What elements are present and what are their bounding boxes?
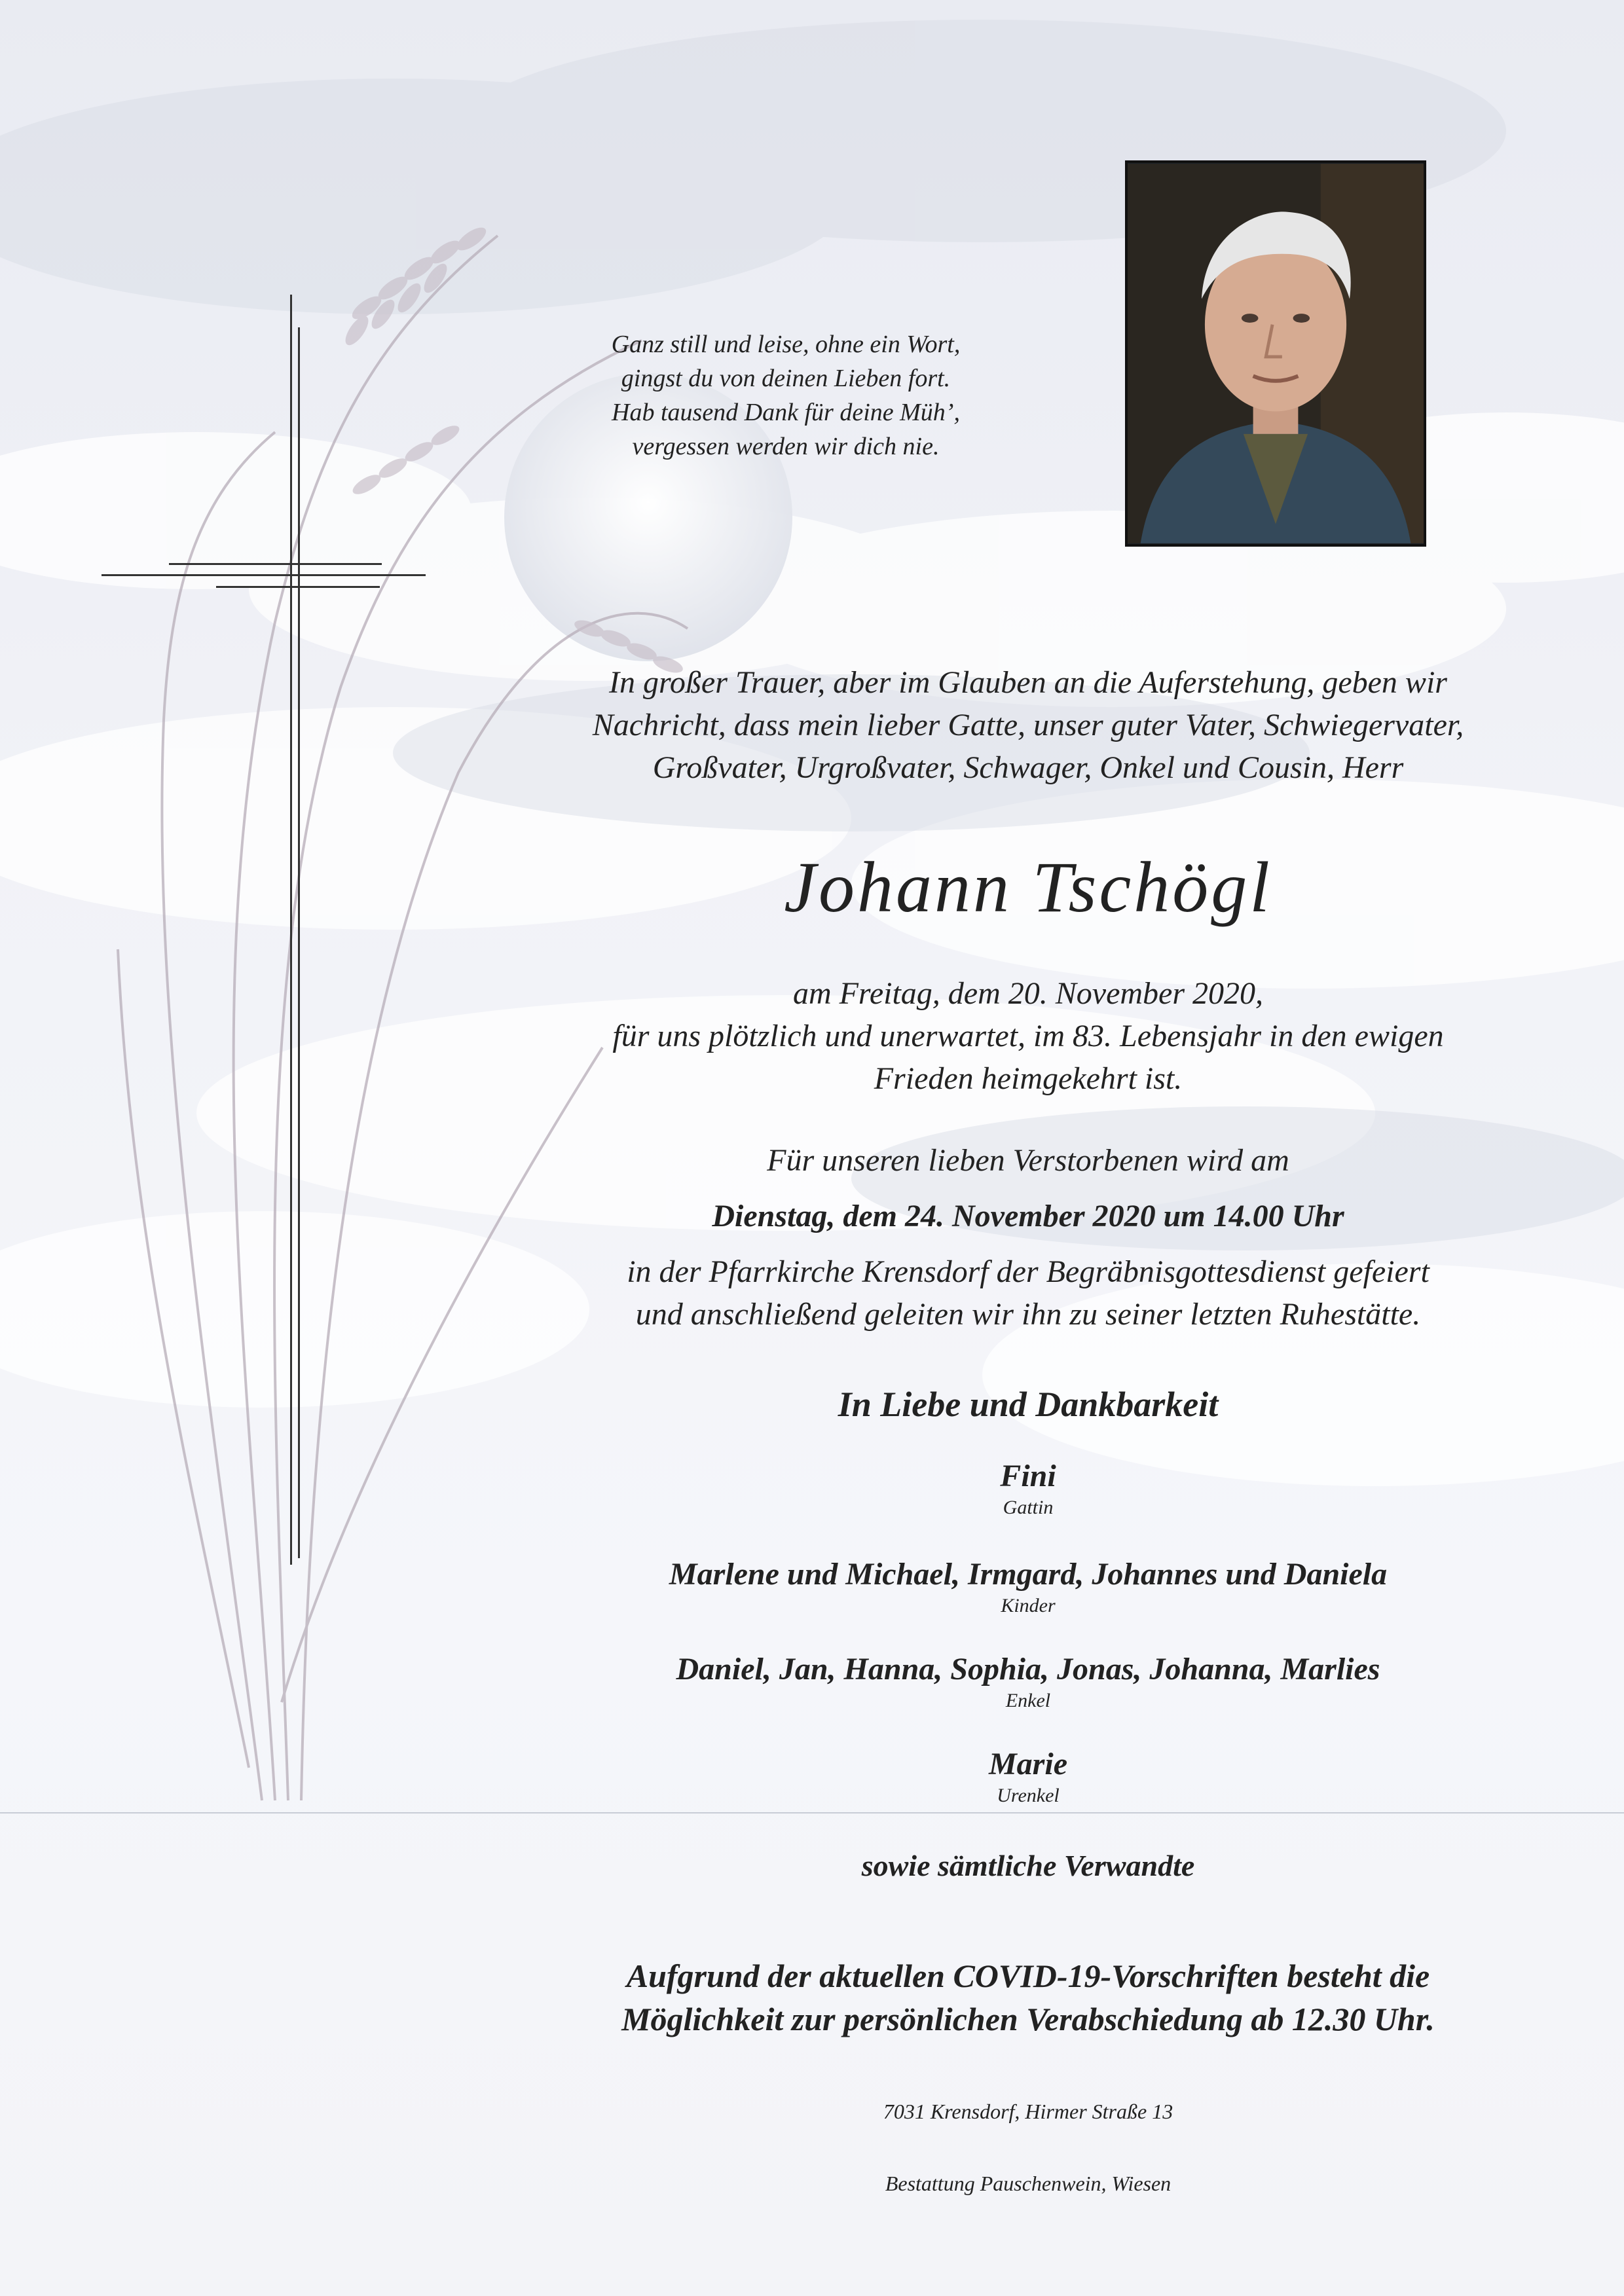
funeral-details: [511, 1250, 1545, 1336]
mourner-names: Daniel, Jan, Hanna, Sophia, Jonas, Johanna, Marlies: [676, 1652, 1380, 1686]
intro-line: Großvater, Urgroßvater, Schwager, Onkel und Cousin, Herr: [652, 750, 1404, 785]
verse-line: Hab tausend Dank für deine Müh’,: [612, 399, 960, 426]
portrait-photo: [1125, 160, 1426, 547]
covid-line: Möglichkeit zur persönlichen Verabschiedung ab 12.30 Uhr.: [621, 2001, 1435, 2037]
mourner-names: Marlene und Michael, Irmgard, Johannes und Daniela: [669, 1557, 1388, 1592]
cross-horizontal-line: [101, 574, 426, 576]
death-details: [511, 972, 1545, 1100]
mourner-relation: Enkel: [1005, 1690, 1051, 1711]
announcement-intro: [511, 661, 1545, 789]
death-line: für uns plötzlich und unerwartet, im 83. Lebensjahr in den ewigen: [612, 1019, 1444, 1053]
mourner-relation: Gattin: [1003, 1497, 1054, 1518]
funeral-line: und anschließend geleiten wir ihn zu seiner letzten Ruhestätte.: [635, 1297, 1421, 1332]
undertaker-name: Bestattung Pauschenwein, Wiesen: [885, 2172, 1172, 2195]
mourner-relation: Kinder: [1001, 1595, 1056, 1616]
funeral-line: in der Pfarrkirche Krensdorf der Begräbnisgottesdienst gefeiert: [627, 1254, 1430, 1289]
covid-line: Aufgrund der aktuellen COVID-19-Vorschriften besteht die: [626, 1958, 1430, 1994]
funeral-intro: Für unseren lieben Verstorbenen wird am: [767, 1143, 1289, 1178]
mourner-relation: Urenkel: [997, 1785, 1060, 1806]
relatives-line: sowie sämtliche Verwandte: [861, 1849, 1195, 1882]
covid-notice: [511, 1954, 1545, 2041]
cross-vertical-line: [298, 327, 300, 1558]
memorial-verse: [537, 327, 1035, 464]
intro-line: Nachricht, dass mein lieber Gatte, unser guter Vater, Schwiegervater,: [592, 708, 1464, 742]
fold-line: [0, 1812, 1624, 1813]
verse-line: Ganz still und leise, ohne ein Wort,: [611, 331, 961, 358]
family-address: 7031 Krensdorf, Hirmer Straße 13: [883, 2100, 1173, 2123]
closing-heading: In Liebe und Dankbarkeit: [838, 1385, 1219, 1424]
mourner-names: Marie: [989, 1747, 1067, 1781]
mourner-group: [511, 1745, 1545, 1808]
deceased-name: Johann Tschögl: [784, 847, 1272, 927]
intro-line: In großer Trauer, aber im Glauben an die Auferstehung, geben wir: [609, 665, 1447, 700]
verse-line: gingst du von deinen Lieben fort.: [621, 365, 951, 392]
cross-horizontal-line: [216, 586, 380, 588]
cross-vertical-line: [290, 295, 292, 1565]
verse-line: vergessen werden wir dich nie.: [632, 433, 940, 460]
mourner-group: [511, 1650, 1545, 1713]
mourner-names: Fini: [1000, 1459, 1056, 1493]
mourner-group: [511, 1555, 1545, 1618]
death-line: am Freitag, dem 20. November 2020,: [792, 976, 1264, 1011]
death-line: Frieden heimgekehrt ist.: [874, 1061, 1183, 1096]
mourner-group: [511, 1457, 1545, 1520]
cross-horizontal-line: [169, 563, 382, 565]
funeral-date: Dienstag, dem 24. November 2020 um 14.00 Uhr: [712, 1199, 1344, 1233]
